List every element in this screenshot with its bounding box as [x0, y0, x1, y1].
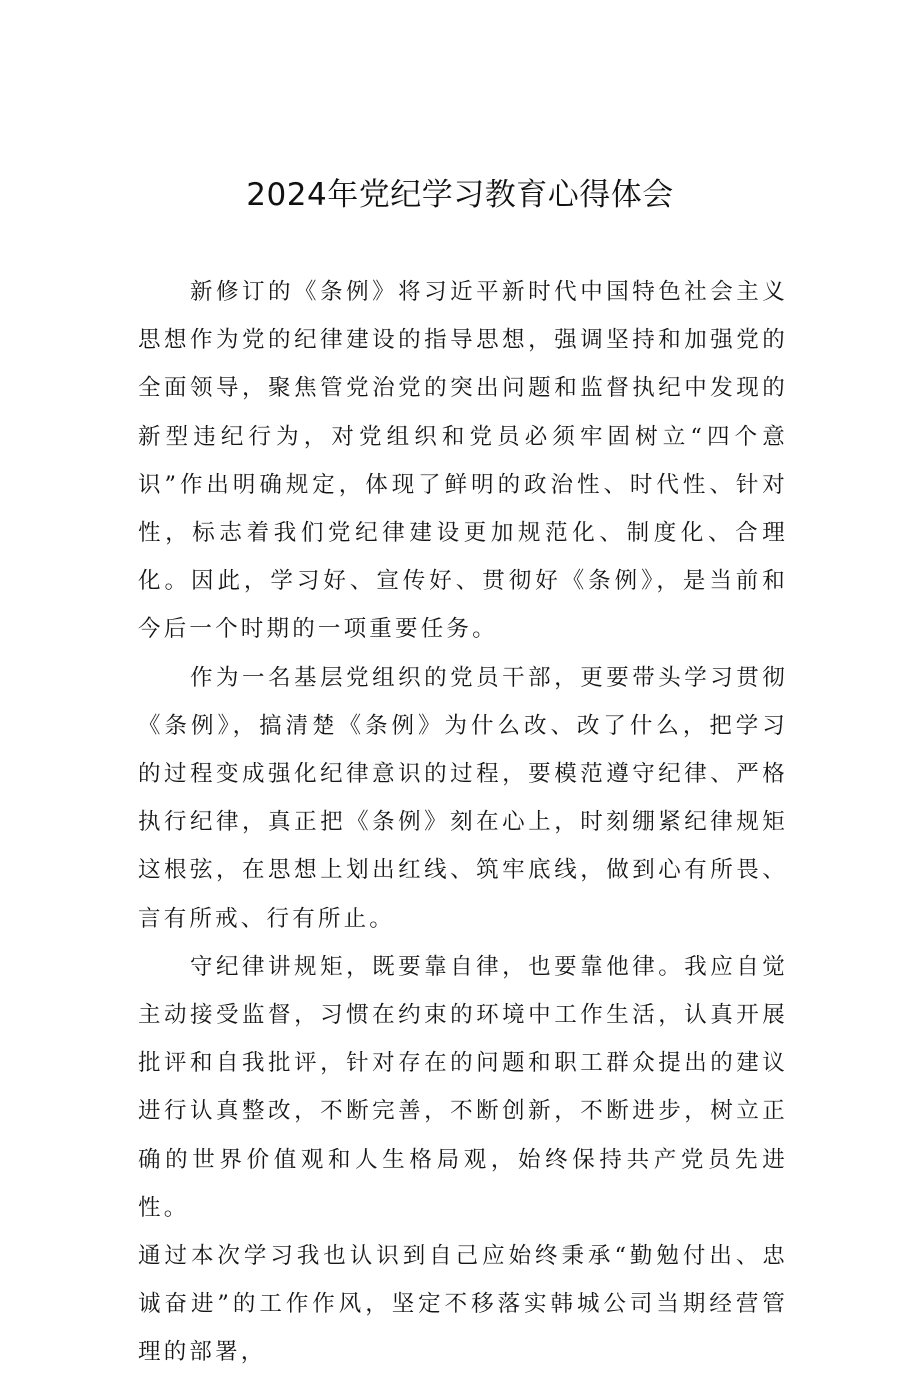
paragraph-3: 守纪律讲规矩，既要靠自律，也要靠他律。我应自觉主动接受监督，习惯在约束的环境中工作生活，认真开展批评和自我批评，针对存在的问题和职工群众提出的建议进行认真整改，不断完善，不断创新，不断进步，树立正确的世界价值观和人生格局观，始终保持共产党员先进性。 [138, 953, 788, 1221]
paragraph-2: 作为一名基层党组织的党员干部，更要带头学习贯彻《条例》，搞清楚《条例》为什么改、改了什么，把学习的过程变成强化纪律意识的过程，要模范遵守纪律、严格执行纪律，真正把《条例》刻在心上，时刻绷紧纪律规矩这根弦，在思想上划出红线、筑牢底线，做到心有所畏、言有所戒、行有所止。 [138, 664, 788, 932]
paragraph-1: 新修订的《条例》将习近平新时代中国特色社会主义思想作为党的纪律建设的指导思想，强调坚持和加强党的全面领导，聚焦管党治党的突出问题和监督执纪中发现的新型违纪行为，对党组织和党员必须牢固树立“四个意识”作出明确规定，体现了鲜明的政治性、时代性、针对性，标志着我们党纪律建设更加规范化、制度化、合理化。因此，学习好、宣传好、贯彻好《条例》，是当前和今后一个时期的一项重要任务。 [138, 279, 788, 643]
paragraph-4: 通过本次学习我也认识到自己应始终秉承“勤勉付出、忠诚奋进”的工作作风，坚定不移落实韩城公司当期经营管理的部署， [138, 1243, 788, 1366]
document-body [138, 268, 788, 1377]
document-title: 2024年党纪学习教育心得体会 [246, 177, 674, 213]
